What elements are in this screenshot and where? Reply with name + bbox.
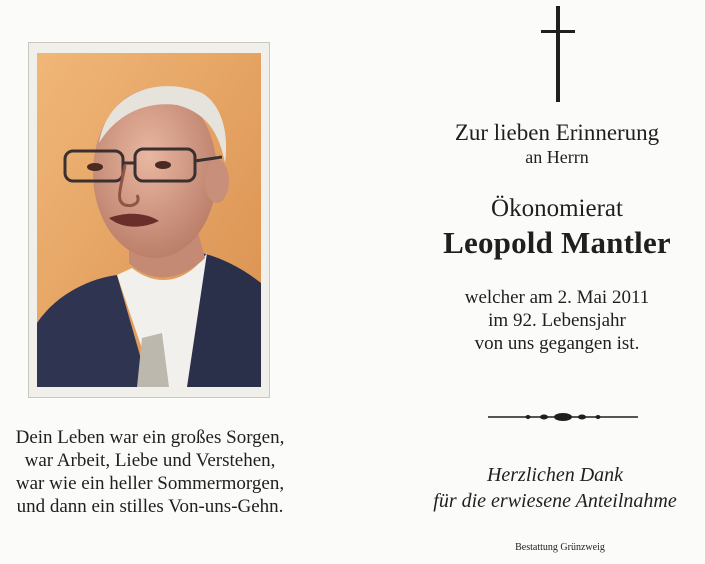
portrait-frame bbox=[28, 42, 270, 398]
thanks-line: für die erwiesene Anteilnahme bbox=[433, 490, 677, 512]
deceased-name: Leopold Mantler bbox=[443, 225, 671, 260]
thanks-note bbox=[405, 462, 705, 514]
death-notice bbox=[412, 286, 702, 355]
ornamental-divider bbox=[488, 410, 638, 429]
undertaker-credit: Bestattung Grünzweig bbox=[515, 542, 605, 553]
poem-line: und dann ein stilles Von-uns-Gehn. bbox=[16, 496, 284, 517]
death-line: von uns gegangen ist. bbox=[474, 333, 640, 354]
honorific-title: Ökonomierat bbox=[491, 195, 623, 222]
poem bbox=[0, 426, 300, 518]
intro-line: Zur lieben Erinnerung bbox=[454, 120, 660, 145]
death-line: im 92. Lebensjahr bbox=[488, 310, 626, 331]
portrait-photo bbox=[37, 53, 261, 387]
cross-icon bbox=[541, 6, 575, 107]
death-line: welcher am 2. Mai 2011 bbox=[464, 287, 650, 308]
intro-line-secondary: an Herrn bbox=[525, 147, 589, 167]
poem-line: war wie ein heller Sommermorgen, bbox=[15, 473, 285, 494]
poem-line: war Arbeit, Liebe und Verstehen, bbox=[24, 450, 276, 471]
thanks-line: Herzlichen Dank bbox=[486, 464, 624, 486]
poem-line: Dein Leben war ein großes Sorgen, bbox=[15, 427, 285, 448]
